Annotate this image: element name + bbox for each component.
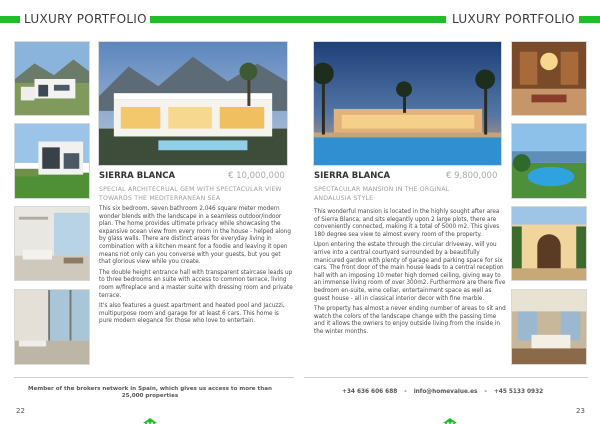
photo-bedroom-interior [511, 289, 587, 365]
photo-pool-sea-view [511, 123, 587, 199]
left-footer-rule [14, 377, 294, 378]
photo-villa-lawn-modern [14, 123, 90, 199]
header-title-left: LUXURY PORTFOLIO [24, 12, 147, 26]
right-paragraph-1: This wonderful mansion is located in the highly sought after area of Sierra Blanca, and sits elegantly upon 2 large plots, there are conveniently connected, making it a total of 5000 m2. This gives 180 degree sea view to almost every room of the property. [314, 209, 500, 238]
homevalue-logo-icon [443, 411, 457, 419]
left-property-description [99, 206, 293, 329]
right-property-subtitle: SPECTACULAR MANSION IN THE ORGINAL ANDALUSIA STYLE [314, 186, 450, 202]
right-property-description [314, 209, 506, 340]
photo-villa-hero-dusk [98, 41, 288, 166]
left-paragraph-1: This six bedroom, seven bathroom 2,046 square meter modern wonder blends with the landscape in a seamless outdoor/indoor plan. The home provides ultimate privacy while showcasing the expansive ocean view from every room in the house - helped along by glass walls. There are distinct areas for everyday living in combination with a kitchen meant for a foodie and leaving it open means not only can you converse with your guests, but you get that glorious view while you create. [99, 206, 291, 266]
right-page-number: 23 [576, 407, 585, 415]
right-paragraph-3: The property has almost a never ending number of areas to sit and watch the colors of the landscape change with the passing time and it allows the owners to enjoy outside living from the inside in the winter months. [314, 306, 506, 335]
contact-separator: - [484, 389, 487, 395]
header-bar-right-short [579, 16, 600, 23]
photo-villa-exterior-mountains [14, 41, 90, 116]
right-property-title: SIERRA BLANCA [314, 171, 391, 181]
right-property-price: € 9,800,000 [446, 171, 498, 181]
photo-interior-living-room [14, 206, 90, 281]
right-paragraph-2: Upon entering the estate through the circular driveway, will you arrive into a central courtyard surrounded by a beautifully manicured garden with plenty of garage and parking space for six cars. The front door of the main house leads to a central reception hall with an imposing 10 meter high domed ceiling, giving way to an immense living room of over 300m2. Furthermore are there five bedroom en-suite, wine cellar, entertainment space as well as guest house - all in classical interior decor with fine marble. [314, 242, 506, 302]
header-bar-left-short [0, 16, 20, 23]
contact-phone-spain[interactable]: +34 636 606 688 [342, 389, 398, 395]
left-paragraph-3: It's also features a guest apartment and heated pool and Jacuzzi, multipurpose room and garage for at least 6 cars. This home is pure modern elegance for those who love to entertain. [99, 303, 285, 325]
contact-separator: - [404, 389, 407, 395]
left-page-number: 22 [16, 407, 25, 415]
photo-courtyard-arches [511, 206, 587, 281]
contact-line [342, 389, 543, 395]
header-title-right: LUXURY PORTFOLIO [452, 12, 575, 26]
left-property-title: SIERRA BLANCA [99, 171, 176, 181]
photo-mansion-pool-sunset [313, 41, 502, 166]
left-property-subtitle: SPECIAL ARCHITECRUAL GEM WITH SPECTACULAR VIEW TOWARDS THE MEDITERRANEAN SEA [99, 186, 282, 202]
header-bar-left-long [150, 16, 446, 23]
right-footer-rule [304, 377, 588, 378]
contact-email[interactable]: info@homevalue.es [413, 389, 478, 395]
left-paragraph-2: The double height entrance hall with transparent staircase leads up to three bedrooms en suite with access to common terrace, living room w/fireplace and a master suite with dressing room and private terrace. [99, 269, 293, 299]
left-property-price: € 10,000,000 [228, 171, 285, 181]
contact-phone-denmark[interactable]: +45 5133 0932 [493, 389, 544, 395]
homevalue-logo-icon [143, 411, 157, 419]
photo-chandelier-hall [511, 41, 587, 116]
photo-interior-lounge-terrace [14, 289, 90, 365]
left-footer-text: Member of the brokers network in Spain, which gives us access to more than 25,000 properties [28, 386, 272, 400]
